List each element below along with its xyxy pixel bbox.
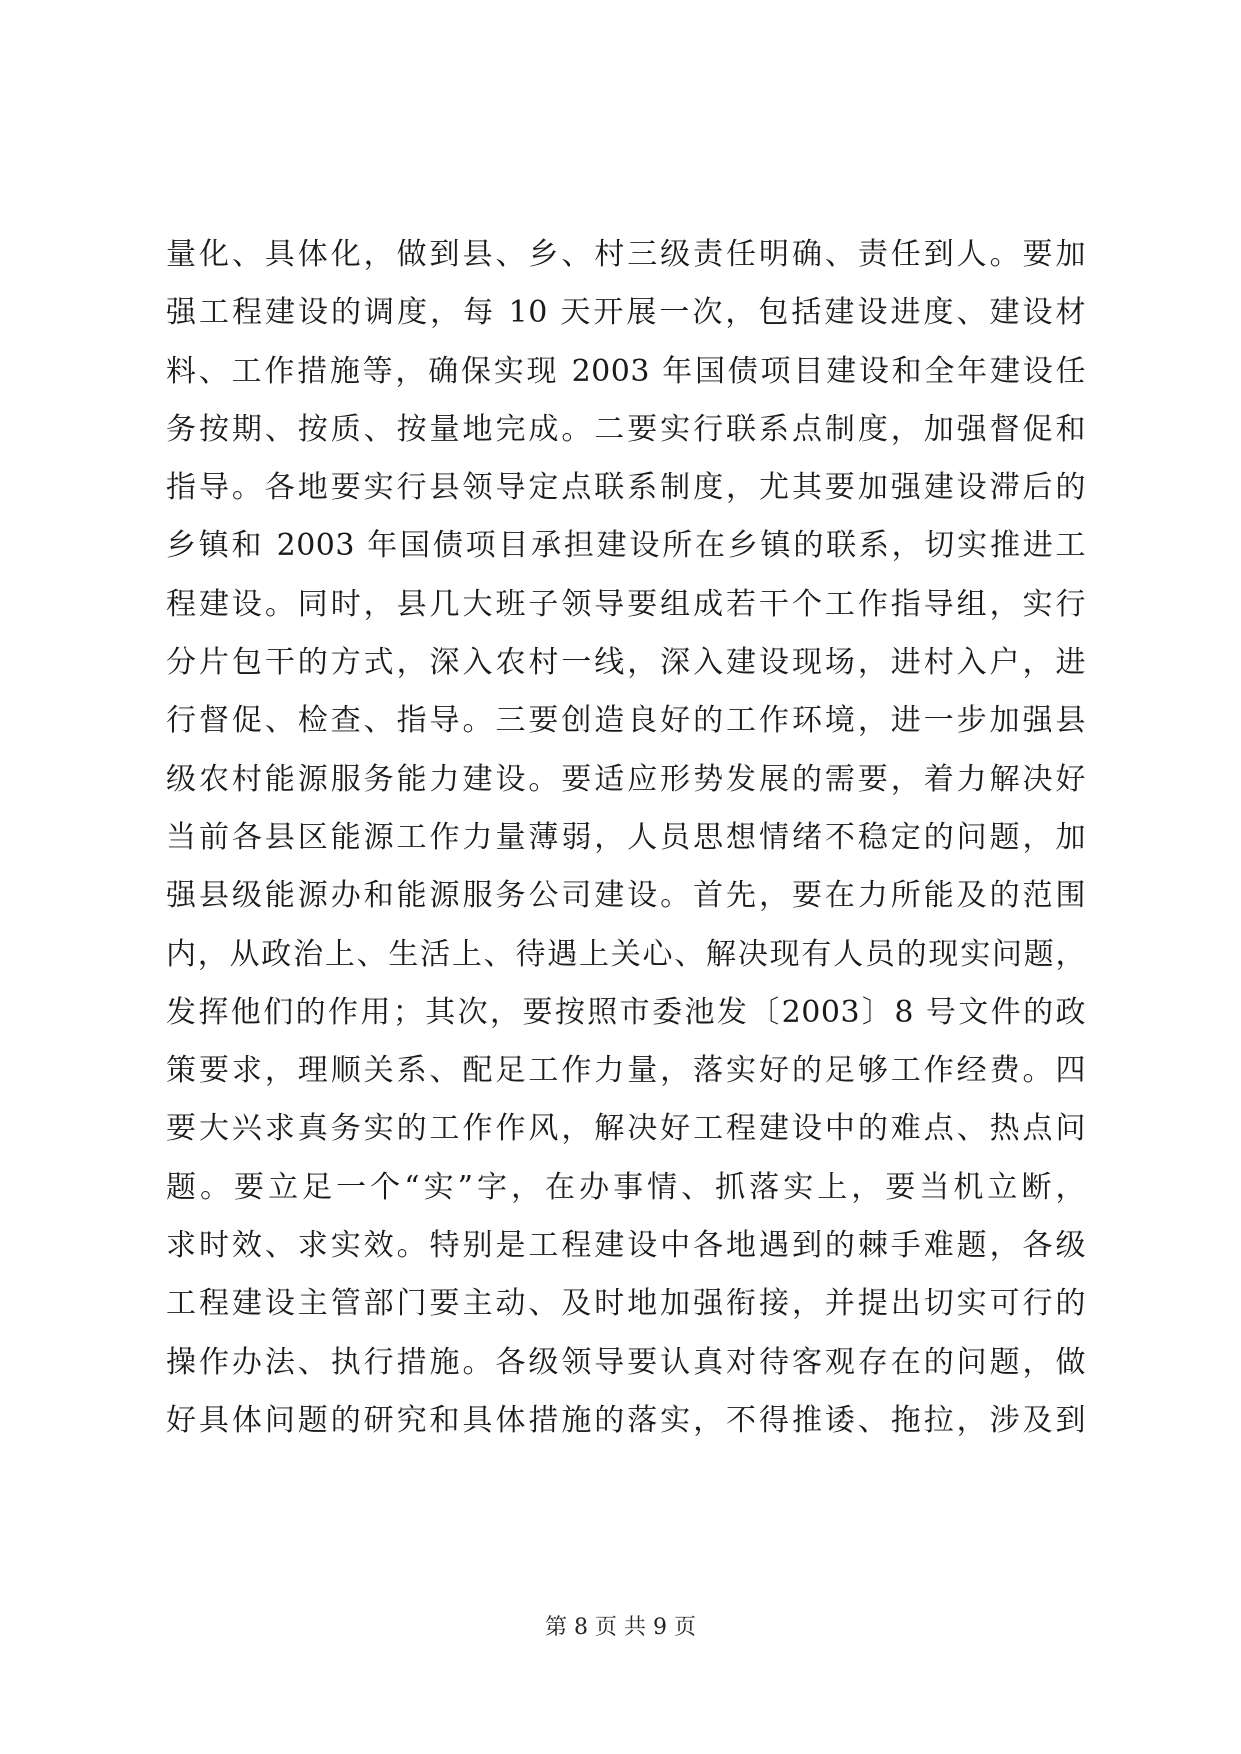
text-line: 强工程建设的调度，每 10 天开展一次，包括建设进度、建设材 [166, 295, 1086, 331]
text-line: 分片包干的方式，深入农村一线，深入建设现场，进村入户，进 [166, 645, 1086, 681]
text-line: 内，从政治上、生活上、待遇上关心、解决现有人员的现实问题， [166, 936, 1086, 972]
text-line: 量化、具体化，做到县、乡、村三级责任明确、责任到人。要加 [166, 237, 1086, 272]
text-line: 级农村能源服务能力建设。要适应形势发展的需要，着力解决好 [166, 761, 1086, 797]
text-line: 料、工作措施等，确保实现 2003 年国债项目建设和全年建设任 [166, 353, 1086, 389]
text-line: 行督促、检查、指导。三要创造良好的工作环境，进一步加强县 [166, 703, 1086, 739]
text-line: 发挥他们的作用；其次，要按照市委池发〔2003〕8 号文件的政 [166, 994, 1086, 1030]
text-line: 好具体问题的研究和具体措施的落实，不得推诿、拖拉，涉及到 [166, 1402, 1086, 1438]
text-line: 策要求，理顺关系、配足工作力量，落实好的足够工作经费。四 [166, 1053, 1086, 1089]
text-line: 乡镇和 2003 年国债项目承担建设所在乡镇的联系，切实推进工 [166, 528, 1086, 564]
text-line: 工程建设主管部门要主动、及时地加强衔接，并提出切实可行的 [166, 1286, 1086, 1322]
body-text [166, 226, 1086, 1450]
text-line: 指导。各地要实行县领导定点联系制度，尤其要加强建设滞后的 [166, 470, 1086, 506]
text-line: 程建设。同时，县几大班子领导要组成若干个工作指导组，实行 [166, 586, 1086, 622]
text-line: 当前各县区能源工作力量薄弱，人员思想情绪不稳定的问题，加 [166, 819, 1086, 855]
page-number-footer: 第 8 页 共 9 页 [545, 1615, 696, 1640]
text-line: 要大兴求真务实的工作作风，解决好工程建设中的难点、热点问 [166, 1111, 1086, 1147]
text-line: 求时效、求实效。特别是工程建设中各地遇到的棘手难题，各级 [166, 1228, 1086, 1264]
text-line: 强县级能源办和能源服务公司建设。首先，要在力所能及的范围 [166, 878, 1086, 914]
text-line: 题。要立足一个“实”字，在办事情、抓落实上，要当机立断， [166, 1169, 1086, 1205]
text-line: 务按期、按质、按量地完成。二要实行联系点制度，加强督促和 [166, 411, 1086, 447]
text-line: 操作办法、执行措施。各级领导要认真对待客观存在的问题，做 [166, 1344, 1086, 1380]
